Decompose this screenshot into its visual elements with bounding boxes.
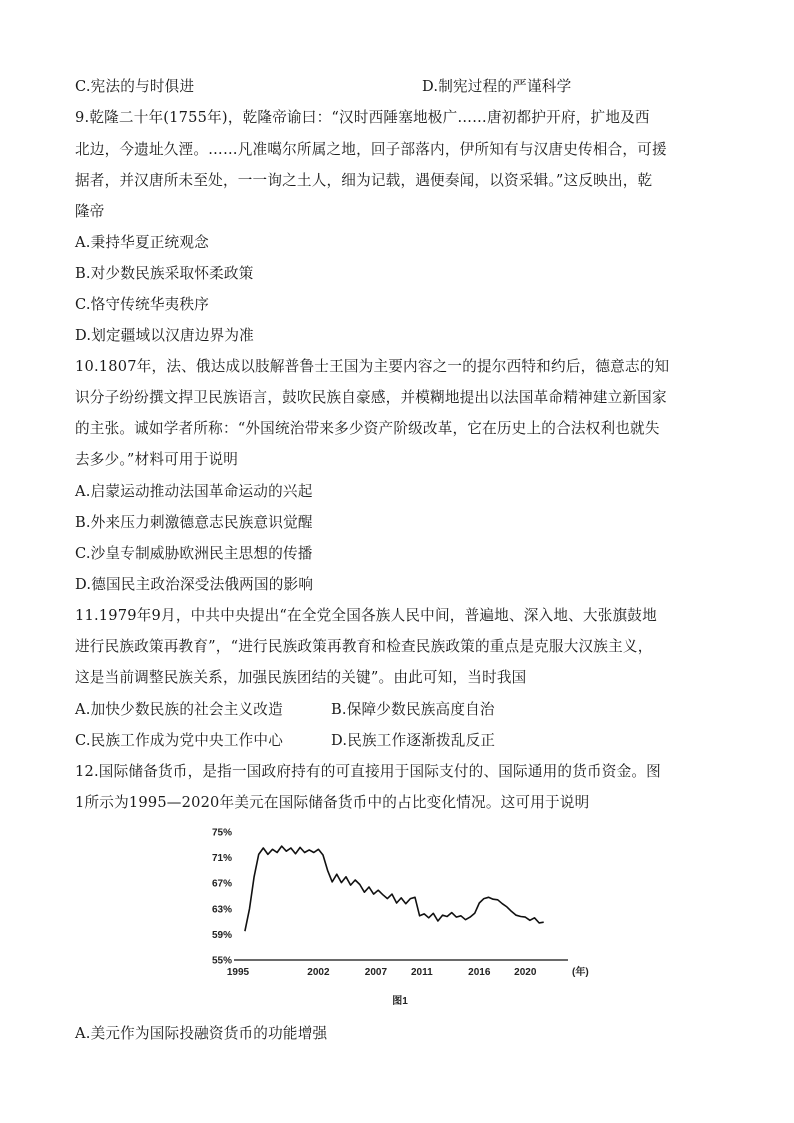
q9-option-b: B.对少数民族采取怀柔政策 xyxy=(75,265,254,282)
x-tick-label: 2011 xyxy=(411,967,433,978)
q12-option-a: A.美元作为国际投融资货币的功能增强 xyxy=(75,1025,328,1042)
y-tick-label: 55% xyxy=(211,955,232,967)
q9-stem-line-4: 隆帝 xyxy=(75,203,105,220)
q10-option-c: C.沙皇专制威胁欧洲民主思想的传播 xyxy=(75,545,313,562)
x-axis-ticks xyxy=(227,967,537,978)
q10-option-a: A.启蒙运动推动法国革命运动的兴起 xyxy=(75,483,313,500)
q11-stem-line-3: 这是当前调整民族关系，加强民族团结的关键”。由此可知，当时我国 xyxy=(75,669,527,686)
q11-option-c: C.民族工作成为党中央工作中心 xyxy=(75,732,284,749)
q10-option-b: B.外来压力刺激德意志民族意识觉醒 xyxy=(75,514,313,531)
q10-stem-line-3: 的主张。诚如学者所称：“外国统治带来多少资产阶级改革，它在历史上的合法权利也就失 xyxy=(75,420,660,437)
x-tick-label: 2007 xyxy=(364,967,388,978)
q11-options-row-2 xyxy=(75,731,496,751)
q10-option-d: D.德国民主政治深受法俄两国的影响 xyxy=(75,576,314,593)
q8-options-row xyxy=(75,77,572,97)
q9-stem-line-1: 9.乾隆二十年(1755年)，乾隆帝谕曰：“汉时西陲塞地极广……唐初都护开府，扩地及西 xyxy=(75,109,650,126)
q9-option-c: C.恪守传统华夷秩序 xyxy=(75,296,210,313)
q12-stem-line-2: 1所示为1995—2020年美元在国际储备货币中的占比变化情况。这可用于说明 xyxy=(75,794,590,811)
y-tick-label: 75% xyxy=(211,827,232,839)
y-tick-label: 63% xyxy=(211,904,232,916)
y-tick-label: 59% xyxy=(211,929,232,941)
q9-stem-line-2: 北边，今遗址久湮。……凡准噶尔所属之地，回子部落内，伊所知有与汉唐史传相合，可援 xyxy=(75,141,667,158)
q9-stem-line-3: 据者，并汉唐所未至处，一一询之土人，细为记载，遇便奏闻，以资采辑。”这反映出，乾 xyxy=(75,172,653,189)
x-axis-unit-label: (年) xyxy=(572,967,589,978)
q11-option-a: A.加快少数民族的社会主义改造 xyxy=(75,701,283,718)
usd-reserve-share-chart xyxy=(190,820,610,1020)
q8-option-d: D.制宪过程的严谨科学 xyxy=(422,78,572,95)
q11-stem-line-2: 进行民族政策再教育”，“进行民族政策再教育和检查民族政策的重点是克服大汉族主义， xyxy=(75,638,653,655)
q10-stem-line-1: 10.1807年，法、俄达成以肢解普鲁士王国为主要内容之一的提尔西特和约后，德意志的知 xyxy=(75,358,670,375)
y-axis-ticks xyxy=(212,828,232,967)
q12-stem-line-1: 12.国际储备货币，是指一国政府持有的可直接用于国际支付的、国际通用的货币资金。图 xyxy=(75,763,661,780)
q11-options-row-1 xyxy=(75,700,495,720)
q11-option-b: B.保障少数民族高度自治 xyxy=(331,701,495,718)
y-tick-label: 71% xyxy=(211,853,232,865)
q10-stem-line-4: 去多少。”材料可用于说明 xyxy=(75,451,239,468)
q8-option-c: C.宪法的与时俱进 xyxy=(75,78,195,95)
q9-option-a: A.秉持华夏正统观念 xyxy=(75,234,209,251)
figure-caption: 图1 xyxy=(392,996,408,1007)
usd-share-series-line xyxy=(245,846,544,931)
x-tick-label: 2016 xyxy=(468,967,491,978)
x-tick-label: 2002 xyxy=(307,967,330,978)
q10-stem-line-2: 识分子纷纷撰文捍卫民族语言，鼓吹民族自豪感，并模糊地提出以法国革命精神建立新国家 xyxy=(75,389,667,406)
q11-stem-line-1: 11.1979年9月，中共中央提出“在全党全国各族人民中间，普遍地、深入地、大张旗鼓地 xyxy=(75,607,657,624)
x-tick-label: 2020 xyxy=(514,967,537,978)
q11-option-d: D.民族工作逐渐拨乱反正 xyxy=(331,732,496,749)
y-tick-label: 67% xyxy=(211,878,232,890)
q9-option-d: D.划定疆域以汉唐边界为准 xyxy=(75,327,254,344)
x-tick-label: 1995 xyxy=(226,967,250,978)
